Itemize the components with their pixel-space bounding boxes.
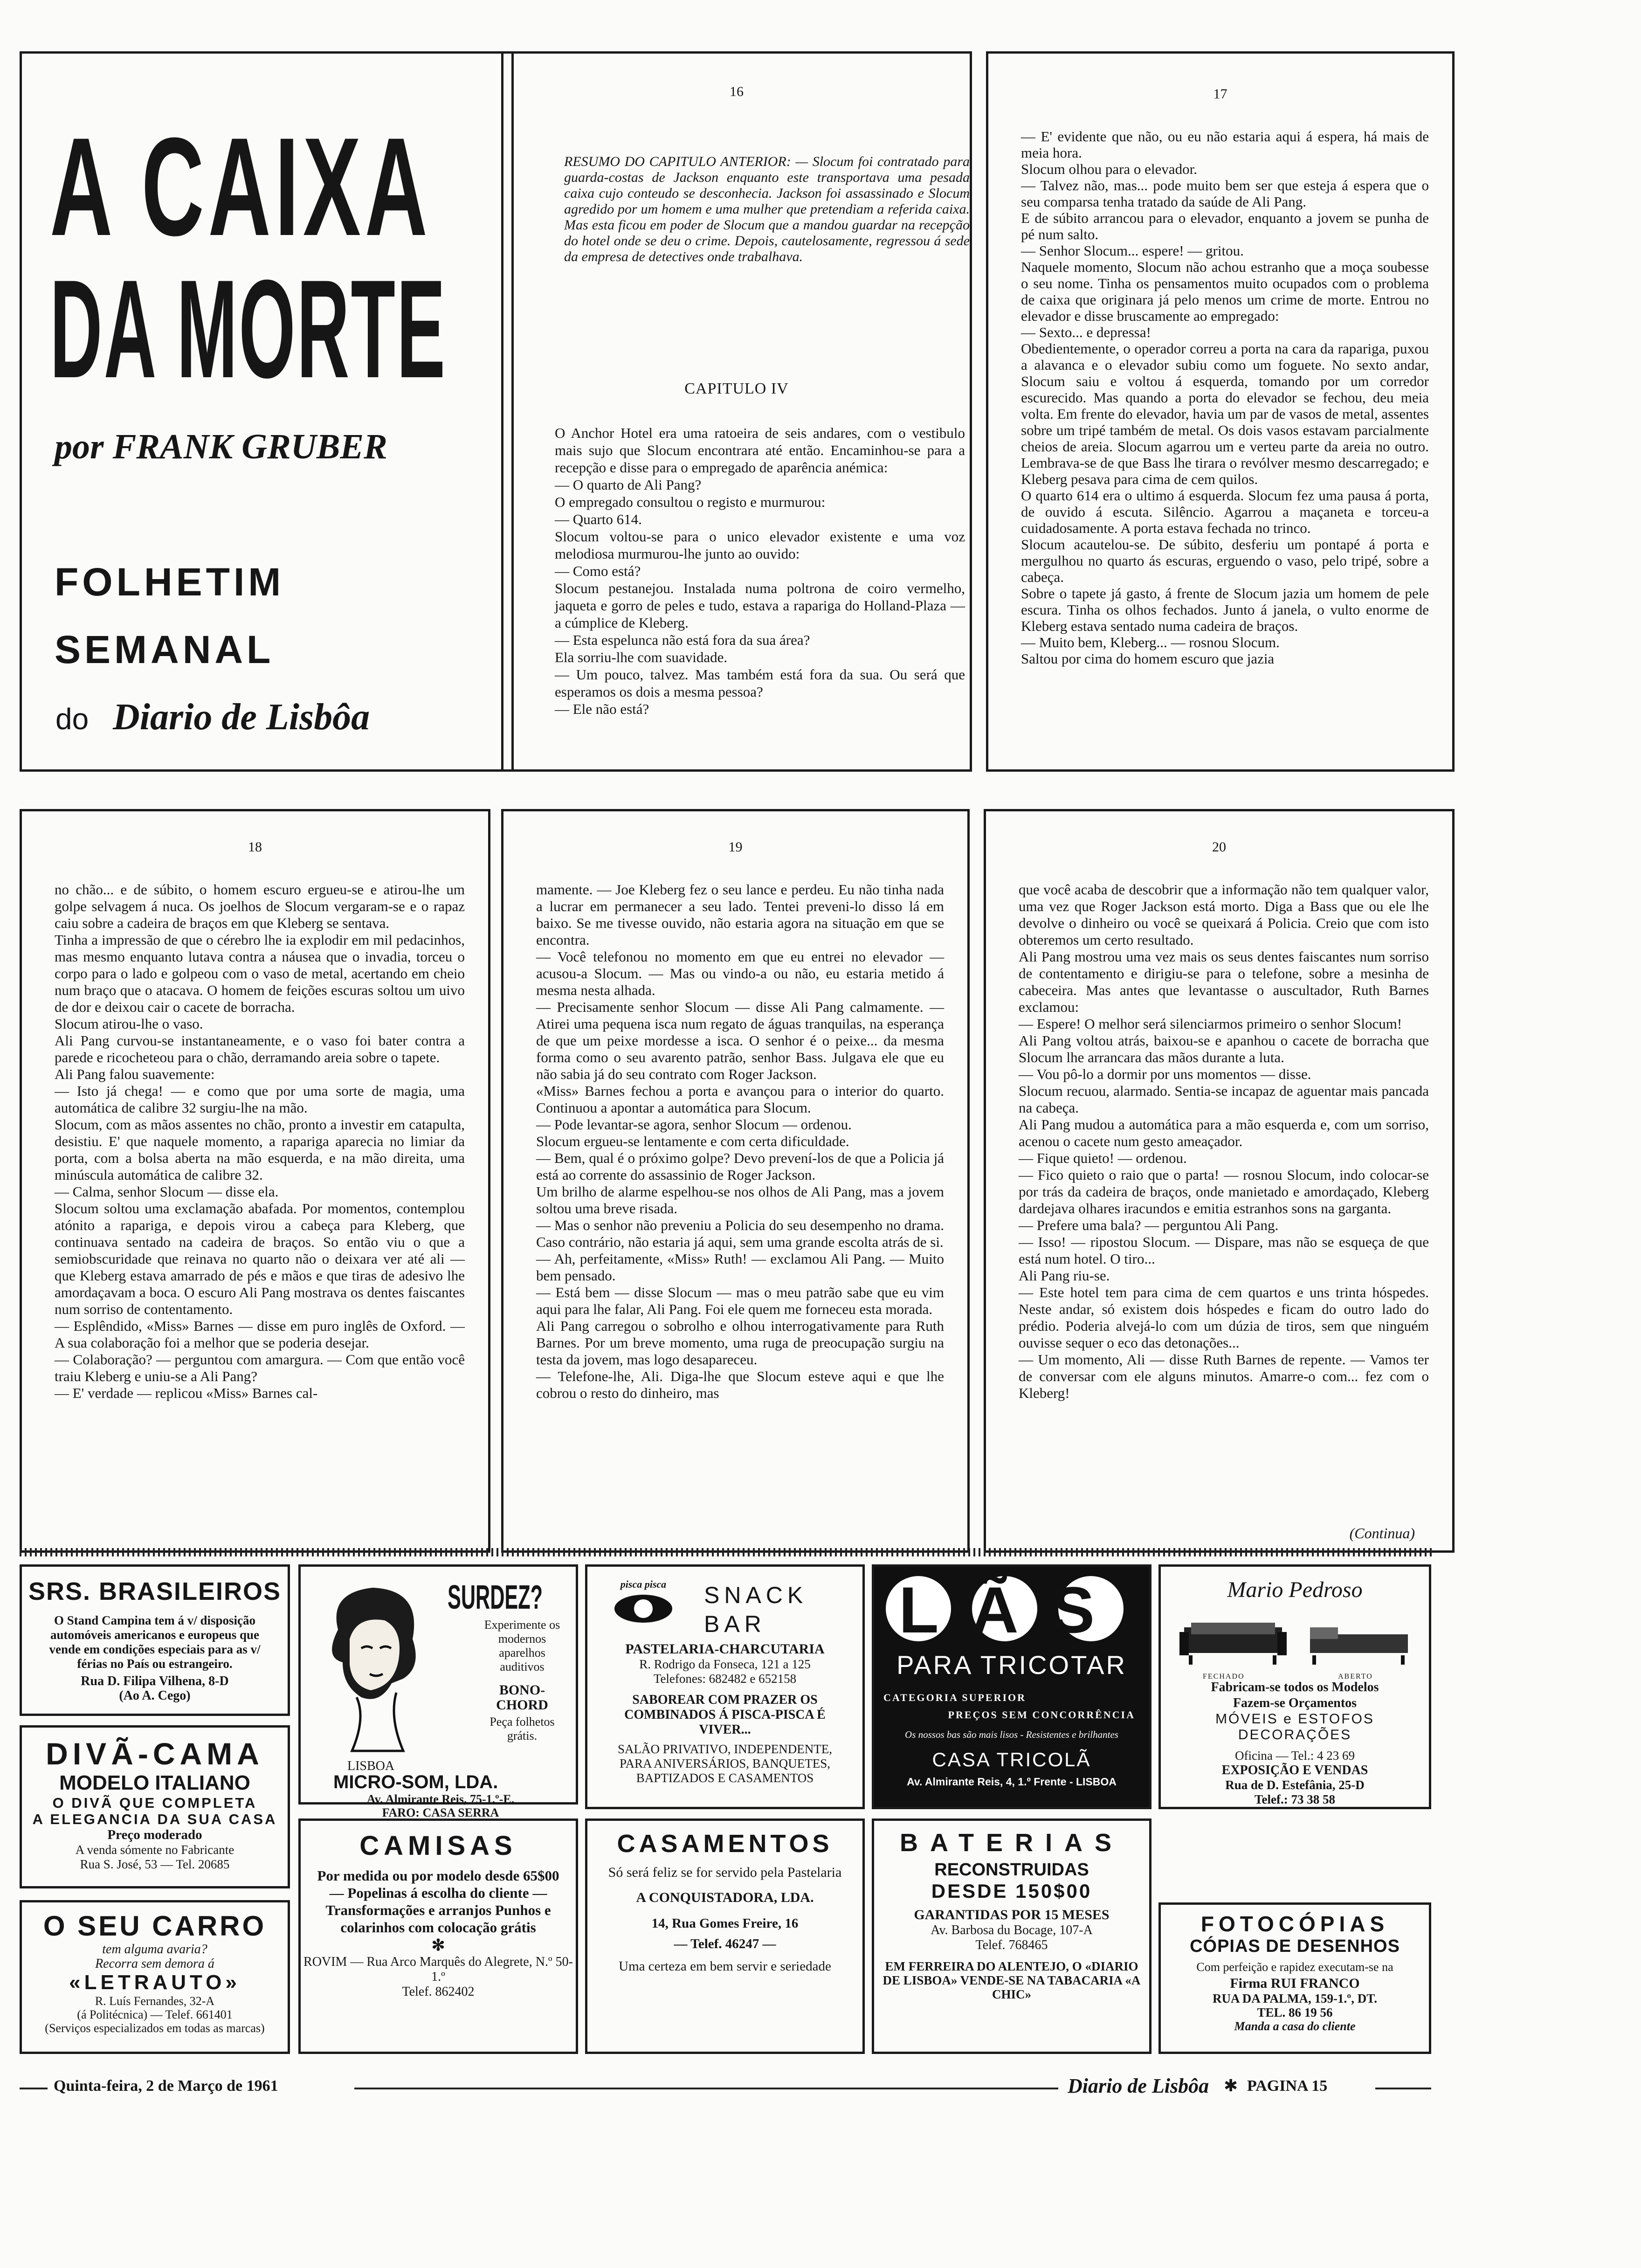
chapter-heading: CAPITULO IV bbox=[684, 380, 789, 397]
ads-divider-top bbox=[20, 1548, 1432, 1556]
page-number: 18 bbox=[248, 839, 262, 855]
ad-fotocopias bbox=[1158, 1902, 1431, 2054]
ad-baterias bbox=[872, 1819, 1151, 2054]
ad-company: Firma RUI FRANCO bbox=[1230, 1976, 1360, 1991]
ad-title: SURDEZ? bbox=[448, 1579, 543, 1616]
ad-footer: A venda sómente no Fabricante Rua S. José, 53 — Tel. 20685 bbox=[75, 1843, 234, 1871]
ad-title: CAMISAS bbox=[359, 1831, 517, 1861]
ad-address: RUA DA PALMA, 159-1.º, DT. TEL. 86 19 56 bbox=[1213, 1991, 1377, 2019]
ad-price: Preço moderado bbox=[107, 1827, 202, 1842]
ad-footer: EM FERREIRA DO ALENTEJO, O «DIARIO DE LISBOA» VENDE-SE NA TABACARIA «A CHIC» bbox=[883, 1959, 1141, 2001]
page-text: que você acaba de descobrir que a informação não tem qualquer valor, uma vez que Roger Jackson está morto. Diga a Bass que ou ele lhe devolve o dinheiro ou você se queixará á Policia. Creio que com isto obteremos um certo resultado. Ali Pang mostrou uma vez mais os seus dentes faiscantes num sorriso de contentamento e dirigiu-se para o telefone, sobre a mesinha de cabeceira. Mas antes que levantasse o auscultador, Ruth Barnes exclamou: — Espere! O melhor será silenciarmos primeiro o senhor Slocum! Ali Pang voltou atrás, baixou-se e apanhou o cacete de borracha que Slocum lhe arrancara das mãos durante a luta. — Vou pô-lo a dormir por uns momentos — disse. Slocum recuou, alarmado. Sentia-se incapaz de aguentar mais pancada na cabeça. Ali Pang mudou a automática para a mão esquerda e, com um sorriso, acenou o cacete num gesto ameaçador. — Fique quieto! — ordenou. — Fico quieto o raio que o parta! — rosnou Slocum, indo colocar-se por trás da cadeira de braços, onde manietado e amordaçado, Kleberg dardejava olhares iracundos e emitia estranhos sons na garganta. — Prefere uma bala? — perguntou Ali Pang. — Isso! — ripostou Slocum. — Dispare, mas não se esqueça de que está num hotel. O tiro... Ali Pang riu-se. — Este hotel tem para cima de cem quartos e uns trinta hóspedes. Neste andar, só existem dois hóspedes e ficam do outro lado do prédio. Poderia alvejá-lo com um dúzia de tiros, sem que ninguém ouvisse sequer o eco das detonações... — Um momento, Ali — disse Ruth Barnes de repente. — Vamos ter de conversar com ele alguns minutos. Amarre-o com... fez com o Kleberg! bbox=[1019, 881, 1429, 1401]
ad-shop: CASA TRICOLÃ bbox=[932, 1749, 1091, 1770]
serial-do: do bbox=[55, 702, 89, 736]
page-text: — E' evidente que não, ou eu não estaria aqui á espera, há mais de meia hora. Slocum olhou para o elevador. — Talvez não, mas... pode muito bem ser que esteja á espera que o seu comparsa tenha tratado da saúde de Ali Pang. E de súbito arrancou para o elevador, enquanto a jovem se punha de pé num salto. — Senhor Slocum... espere! — gritou. Naquele momento, Slocum não achou estranho que a moça soubesse o seu nome. Tinha os pensamentos muito ocupados com o problema de caixa que originara já pelo menos um crime de morte. Entrou no elevador e disse bruscamente ao empregado: — Sexto... e depressa! Obedientemente, o operador correu a porta na cara da rapariga, puxou a alavanca e o elevador subiu como um foguete. No sexto andar, Slocum saiu e voltou á esquerda, tomando por um corredor escurecido. Mas quando a porta do elevador se fechou, deu meia volta. Em frente do elevador, havia um par de vasos de metal, assentes sobre um tripé também de metal. Os dois vasos estavam parcialmente cheios de areia. Slocum agarrou um e verteu parte da areia no outro. Lembrava-se de que Bass lhe tirara o revólver mesmo descarregado; e Kleberg pesava para cima de cem quilos. O quarto 614 era o ultimo á esquerda. Slocum fez uma pausa á porta, de ouvido á escuta. Silêncio. Agarrou a maçaneta e torceu-a cuidadosamente. A porta estava fechada no trinco. Slocum acautelou-se. De súbito, desferiu um pontapé á porta e mergulhou no quarto ás escuras, erguendo o vaso, pelo tripé, sobre a cabeça. Sobre o tapete já gasto, á frente de Slocum jazia um homem de pele escura. Tinha os olhos fechados. Junto á janela, o vulto enorme de Kleberg estava sentado numa cadeira de braços. — Muito bem, Kleberg... — rosnou Slocum. Saltou por cima do homem escuro que jazia bbox=[1021, 128, 1429, 667]
ad-surdez bbox=[298, 1564, 578, 1819]
ad-brand-line2: CHORD bbox=[496, 1697, 548, 1713]
ad-line1: CATEGORIA SUPERIOR bbox=[883, 1692, 1027, 1703]
las-letter-discs bbox=[886, 1573, 1142, 1646]
ad-title: SRS. BRASILEIROS bbox=[28, 1577, 282, 1605]
ad-body: Por medida ou por modelo desde 65$00 — Popelinas á escolha do cliente — Transformações e arranjos Punhos e colarinhos com colocação grátis bbox=[317, 1867, 559, 1936]
ad-oficina: Oficina — Tel.: 4 23 69 bbox=[1234, 1749, 1355, 1763]
separator-star: ✻ bbox=[431, 1937, 445, 1954]
page-number: 20 bbox=[1212, 839, 1226, 855]
ad-brand-line1: BONO- bbox=[499, 1682, 545, 1698]
ad-line2: DECORAÇÕES bbox=[1238, 1727, 1352, 1742]
footer-date: Quinta-feira, 2 de Março de 1961 bbox=[54, 2077, 278, 2095]
sofa-bed-open-illustration bbox=[1305, 1618, 1413, 1669]
ad-title: BATERIAS bbox=[899, 1829, 1124, 1857]
footer-rule-middle bbox=[354, 2088, 1058, 2089]
ad-company: A CONQUISTADORA, LDA. bbox=[636, 1890, 814, 1905]
ad-camisas bbox=[298, 1819, 578, 2054]
page-text: O Anchor Hotel era uma ratoeira de seis andares, com o vestibulo mais sujo que Slocum encontrara até então. Encaminhou-se para a recepção e disse para o empregado de aparência anémica: — O quarto de Ali Pang? O empregado consultou o registo e murmurou: — Quarto 614. Slocum voltou-se para o unico elevador existente e uma voz melodiosa murmurou-lhe junto ao ouvido: — Como está? Slocum pestanejou. Instalada numa poltrona de coiro vermelho, jaqueta e gorro de peles e tudo, estava a rapariga do Holland-Plaza — a cúmplice de Kleberg. — Esta espelunca não está fora da sua área? Ela sorriu-lhe com suavidade. — Um pouco, talvez. Mas também está fora da sua. Ou será que esperamos os dois a mesma pessoa? — Ele não está? bbox=[555, 425, 965, 717]
ad-brand: «LETRAUTO» bbox=[69, 1971, 241, 1994]
star-icon: ✱ bbox=[1224, 2076, 1238, 2095]
ad-line2: PREÇOS SEM CONCORRÊNCIA bbox=[948, 1709, 1135, 1721]
page-number: 17 bbox=[1213, 86, 1227, 102]
footer-rule-left bbox=[20, 2088, 48, 2089]
ad-subtitle: PASTELARIA-CHARCUTARIA bbox=[625, 1641, 825, 1657]
ad-body: Com perfeição e rapidez executam-se na bbox=[1196, 1960, 1393, 1974]
ad-address: R. Luís Fernandes, 32-A (á Politécnica) — Telef. 661401 (Serviços especializados em todas as marcas) bbox=[45, 1994, 265, 2035]
ad-casamentos bbox=[585, 1819, 865, 2054]
page-text: no chão... e de súbito, o homem escuro ergueu-se e atirou-lhe um golpe selvagem á nuca. Os joelhos de Slocum vergaram-se e o rapaz caiu sobre a cadeira de braços em que Kleberg se sentava. Tinha a impressão de que o cérebro lhe ia explodir em mil pedacinhos, mas mesmo enquanto lutava contra a náusea que o invadia, torceu o corpo para o lado e golpeou com o vaso de metal, acertando em cheio num braço que o atacava. O homem de feições escuras soltou um uivo de dor e deixou cair o cacete de borracha. Slocum atirou-lhe o vaso. Ali Pang curvou-se instantaneamente, e o vaso foi bater contra a parede e ricocheteou para o chão, derramando areia sobre o tapete. Ali Pang falou suavemente: — Isto já chega! — e como que por uma sorte de magia, uma automática de calibre 32 surgiu-lhe na mão. Slocum, com as mãos assentes no chão, pronto a investir em catapulta, desistiu. E' que naquele momento, a rapariga aparecia no limiar da porta, com a bolsa aberta na mão esquerda, e na mão direita, uma minúscula automática de calibre 32. — Calma, senhor Slocum — disse ela. Slocum soltou uma exclamação abafada. Por momentos, contemplou atónito a rapariga, e depois virou a cabeça para Kleberg, que continuava sentado na cadeira de braços. So então viu o que a semiobscuridade que reinava no quarto não o deixara ver até ali — que Kleberg estava amarrado de pés e mãos e que tiras de adesivo lhe amordaçavam a boca. O escuro Ali Pang mostrava os dentes faiscantes num sorriso de contentamento. — Esplêndido, «Miss» Barnes — disse em puro inglês de Oxford. — A sua colaboração foi a melhor que se poderia desejar. — Colaboração? — perguntou com amargura. — Com que então você traiu Kleberg e uniu-se a Ali Pang? — E' verdade — replicou «Miss» Barnes cal- bbox=[55, 881, 465, 1401]
ad-address: Rua de D. Estefânia, 25-D Telef.: 73 38 58 bbox=[1225, 1778, 1365, 1806]
ad-address: ROVIM — Rua Arco Marquês do Alegrete, N.º 50-1.º Telef. 862402 bbox=[303, 1955, 573, 1999]
ad-slogan: SABOREAR COM PRAZER OS COMBINADOS Á PISCA-PISCA É VIVER... bbox=[624, 1693, 826, 1737]
ad-line3: Os nossos bas são mais lisos - Resistentes e brilhantes bbox=[905, 1729, 1118, 1740]
ad-subtitle: MODELO ITALIANO bbox=[59, 1771, 250, 1794]
ad-body: O DIVÃ QUE COMPLETA A ELEGANCIA DA SUA CASA bbox=[32, 1795, 277, 1827]
ad-title: SNACK BAR bbox=[704, 1582, 808, 1637]
serial-folhetim: FOLHETIM bbox=[55, 560, 285, 604]
page-number: 16 bbox=[730, 84, 744, 99]
page-17-panel bbox=[986, 51, 1455, 772]
serial-paper-name: Diario de Lisbôa bbox=[113, 697, 370, 738]
ad-title: CASAMENTOS bbox=[617, 1830, 833, 1858]
ad-address: 14, Rua Gomes Freire, 16 — Telef. 46247 — bbox=[651, 1916, 799, 1951]
footer-rule-right bbox=[1375, 2088, 1431, 2089]
ad-title: O SEU CARRO bbox=[43, 1910, 267, 1942]
ad-snack-bar bbox=[585, 1564, 865, 1809]
sofa-bed-closed-illustration bbox=[1179, 1618, 1287, 1669]
ad-city: LISBOA bbox=[347, 1759, 395, 1773]
ad-brand: Mario Pedroso bbox=[1227, 1577, 1363, 1602]
ad-address: Av. Almirante Reis, 4, 1.º Frente - LISBOA bbox=[907, 1776, 1117, 1788]
ad-guarantee: GARANTIDAS POR 15 MESES bbox=[914, 1907, 1110, 1922]
page-text: mamente. — Joe Kleberg fez o seu lance e perdeu. Eu não tinha nada a lucrar em permanecer a seu lado. Tentei preveni-lo disso lá em baixo. Se me tivesse ouvido, não estaria agora na situação em que se encontra. — Você telefonou no momento em que eu entrei no elevador — acusou-a Slocum. — Mas ou vindo-a ou não, eu estaria metido á mesma nesta alhada. — Precisamente senhor Slocum — disse Ali Pang calmamente. — Atirei uma pequena isca num regato de águas tranquilas, na esperança de que um peixe mordesse a isca. O senhor é o peixe... da mesma forma como o seu avarento patrão, senhor Bass. Julgava ele que eu não sabia já do seu contrato com Roger Jackson. «Miss» Barnes fechou a porta e avançou para o interior do quarto. Continuou a apontar a automática para Slocum. — Pode levantar-se agora, senhor Slocum — ordenou. Slocum ergueu-se lentamente e com certa dificuldade. — Bem, qual é o próximo golpe? Devo prevení-los de que a Policia já está ao corrente do assassinio de Roger Jackson. Um brilho de alarme espelhou-se nos olhos de Ali Pang, mas a jovem soltou uma breve risada. — Mas o senhor não preveniu a Policia do seu desempenho no drama. Caso contrário, não estaria já aqui, sem uma grande escolta atrás de si. — Ah, perfeitamente, «Miss» Ruth! — exclamou Ali Pang. — Muito bem pensado. — Está bem — disse Slocum — mas o meu patrão sabe que eu vim aqui para lhe falar, Ali Pang. Foi ele quem me forneceu esta morada. Ali Pang carregou o sobrolho e olhou interrogativamente para Ruth Barnes. Por um breve momento, uma ruga de preocupação surgiu na testa da jovem, mas logo desapareceu. — Telefone-lhe, Ali. Diga-lhe que Slocum esteve aqui e que lhe cobrou o resto do dinheiro, mas bbox=[536, 881, 944, 1401]
ad-title: FOTOCÓPIAS bbox=[1200, 1912, 1389, 1936]
page-16-panel bbox=[501, 51, 972, 772]
ad-seu-carro bbox=[20, 1900, 290, 2054]
ad-title: LÃS bbox=[899, 1573, 1127, 1646]
serial-title-line1: A CAIXA bbox=[50, 108, 432, 265]
continua-note: (Continua) bbox=[1349, 1525, 1415, 1542]
ad-subtitle: PARA TRICOTAR bbox=[896, 1650, 1127, 1680]
ad-body: Fabricam-se todos os Modelos Fazem-se Orçamentos bbox=[1211, 1680, 1379, 1710]
ad-body: Só será feliz se for servido pela Pastelaria bbox=[608, 1865, 842, 1880]
ad-company: MICRO-SOM, LDA. bbox=[333, 1772, 498, 1792]
page-number: 19 bbox=[728, 839, 743, 855]
serial-semanal: SEMANAL bbox=[55, 628, 275, 671]
ad-address: R. Rodrigo da Fonseca, 121 a 125 Telefones: 682482 e 652158 bbox=[639, 1657, 811, 1686]
woman-portrait-illustration bbox=[310, 1578, 436, 1756]
ad-mario-pedroso bbox=[1158, 1564, 1431, 1809]
ad-expo: EXPOSIÇÃO E VENDAS bbox=[1221, 1763, 1368, 1777]
page-18-panel bbox=[20, 809, 490, 1553]
page-20-panel bbox=[984, 809, 1455, 1553]
ad-body: Experimente os modernos aparelhos auditivos bbox=[484, 1618, 560, 1673]
footer-page-number: PAGINA 15 bbox=[1247, 2077, 1328, 2095]
serial-title-line2: DA MORTE bbox=[50, 250, 447, 407]
ad-title: DIVÃ-CAMA bbox=[46, 1736, 264, 1771]
caption-open: ABERTO bbox=[1338, 1673, 1373, 1680]
ad-services: SALÃO PRIVATIVO, INDEPENDENTE, PARA ANIVERSÁRIOS, BANQUETES, BAPTIZADOS E CASAMENTOS bbox=[618, 1742, 832, 1785]
pisca-logo bbox=[608, 1578, 678, 1630]
ad-offer: Peça folhetos grátis. bbox=[490, 1715, 555, 1742]
page-19-panel bbox=[501, 809, 970, 1553]
ad-las bbox=[872, 1564, 1151, 1809]
serial-byline: por FRANK GRUBER bbox=[55, 427, 387, 466]
ad-address: Av. Barbosa du Bocage, 107-A Telef. 768465 bbox=[931, 1923, 1093, 1952]
pisca-logo-text: pisca pisca bbox=[620, 1578, 667, 1590]
ad-footer: Manda a casa do cliente bbox=[1234, 2019, 1356, 2033]
ad-address: Rua D. Filipa Vilhena, 8-D (Ao A. Cego) bbox=[81, 1674, 229, 1703]
ad-slogan: Uma certeza em bem servir e seriedade bbox=[619, 1959, 831, 1974]
ad-body: O Stand Campina tem á v/ disposição automóveis americanos e europeus que vende em condições especiais para as v/ férias no País ou estrangeiro. bbox=[49, 1613, 261, 1671]
ad-line1: MÓVEIS e ESTOFOS bbox=[1215, 1711, 1374, 1727]
ad-subtitle: CÓPIAS DE DESENHOS bbox=[1190, 1936, 1400, 1956]
ad-body: tem alguma avaria? Recorra sem demora á bbox=[95, 1942, 214, 1971]
eye-icon bbox=[613, 1592, 674, 1625]
ad-line1: RECONSTRUIDAS bbox=[934, 1860, 1089, 1880]
ad-address: Av. Almirante Reis, 75-1.º-E. FARO: CASA SERRA bbox=[366, 1792, 515, 1819]
chapter-summary: RESUMO DO CAPITULO ANTERIOR: — Slocum foi contratado para guarda-costas de Jackson enquanto este transportava uma pesada caixa cujo conteudo se desconhecia. Jackson foi assassinado e Slocum agredido por um homem e uma mulher que pretendiam a referida caixa. Mas esta ficou em poder de Slocum que a mandou guardar na recepção do hotel onde se deu o crime. Depois, cautelosamente, regressou á sede da empresa de detectives onde trabalhava. bbox=[564, 154, 970, 264]
ad-brasileiros bbox=[20, 1564, 290, 1716]
serial-title-panel bbox=[20, 51, 514, 772]
ad-line2: DESDE 150$00 bbox=[931, 1880, 1092, 1902]
ad-divacama bbox=[20, 1725, 290, 1888]
caption-closed: FECHADO bbox=[1203, 1673, 1245, 1680]
footer-paper-name: Diario de Lisbôa bbox=[1068, 2074, 1209, 2097]
